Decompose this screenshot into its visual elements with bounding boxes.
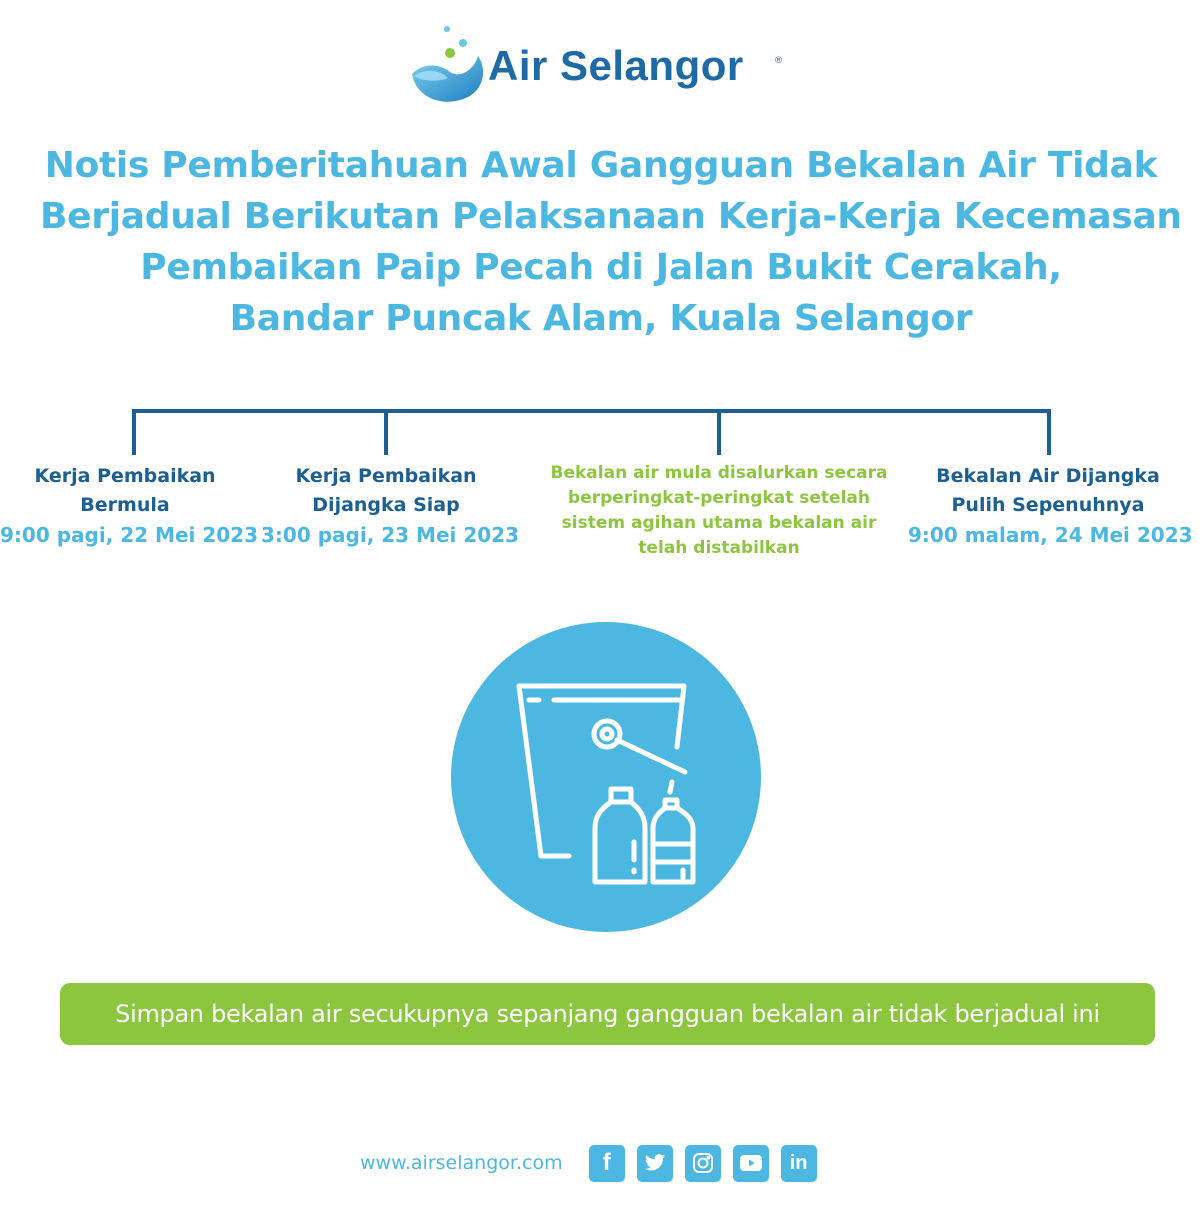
step-label: Bekalan air mula disalurkan secara (550, 463, 888, 483)
footer (360, 1143, 829, 1183)
instagram-button[interactable] (685, 1145, 721, 1182)
advisory-banner: Simpan bekalan air secukupnya sepanjang gangguan bekalan air tidak berjadual ini (60, 983, 1155, 1045)
step-label: telah distabilkan (638, 538, 800, 558)
title-line: Pembaikan Paip Pecah di Jalan Bukit Cerakah, (140, 247, 1062, 288)
bucket-and-bottles-icon (451, 622, 761, 932)
air-selangor-logo (410, 26, 790, 106)
title-line: Notis Pemberitahuan Awal Gangguan Bekalan Air Tidak (44, 145, 1158, 186)
title-line: Bandar Puncak Alam, Kuala Selangor (229, 298, 973, 339)
linkedin-button[interactable] (781, 1145, 817, 1182)
step-label: Pulih Sepenuhnya (951, 494, 1145, 516)
linkedin-icon: in (789, 1151, 808, 1174)
timeline-step-supply-restored (908, 462, 1193, 550)
timeline-connector (384, 409, 388, 455)
notice-title (40, 140, 1182, 344)
timeline-step-repair-start (0, 462, 258, 550)
timeline-horizontal-line (133, 409, 1051, 413)
title-line: Berjadual Berikutan Pelaksanaan Kerja-Kerja Kecemasan (40, 196, 1182, 237)
registered-mark: ® (774, 56, 783, 66)
water-drop-logo-icon (410, 26, 490, 106)
youtube-button[interactable] (733, 1145, 769, 1182)
step-label: berperingkat-peringkat setelah (568, 488, 870, 508)
step-time: 9:00 malam, 24 Mei 2023 (908, 523, 1193, 547)
timeline-connector (1047, 409, 1051, 455)
step-label: Bermula (80, 494, 170, 516)
step-label: sistem agihan utama bekalan air (561, 513, 877, 533)
timeline-step-supply-staged (549, 461, 889, 561)
brand-name: Air Selangor (488, 42, 744, 89)
step-label: Kerja Pembaikan (295, 465, 477, 487)
timeline-step-repair-complete (261, 462, 519, 550)
step-time: 3:00 pagi, 23 Mei 2023 (261, 523, 519, 547)
timeline-connector (717, 409, 721, 455)
youtube-icon (739, 1154, 763, 1172)
step-time: 9:00 pagi, 22 Mei 2023 (0, 523, 258, 547)
facebook-icon: f (602, 1149, 611, 1176)
twitter-icon (644, 1153, 666, 1173)
facebook-button[interactable] (589, 1145, 625, 1182)
step-label: Dijangka Siap (312, 494, 460, 516)
step-label: Kerja Pembaikan (34, 465, 216, 487)
twitter-button[interactable] (637, 1145, 673, 1182)
timeline-connector (132, 409, 136, 455)
step-label: Bekalan Air Dijangka (936, 465, 1160, 487)
illustration-circle (451, 622, 761, 932)
website-link[interactable]: www.airselangor.com (360, 1152, 563, 1174)
instagram-icon (692, 1152, 714, 1174)
